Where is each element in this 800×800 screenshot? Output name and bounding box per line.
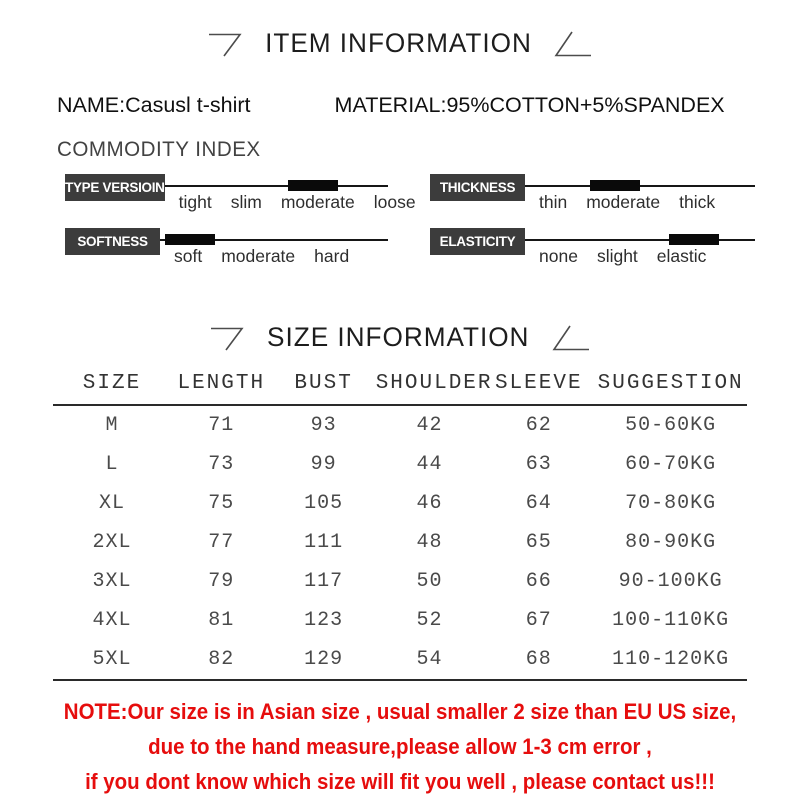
slider-label: ELASTICITY	[430, 228, 525, 255]
slider-options	[160, 246, 390, 267]
slider-label: TYPE VERSIOIN	[65, 174, 165, 201]
product-material: MATERIAL:95%COTTON+5%SPANDEX	[334, 93, 725, 117]
slider-option: moderate	[221, 246, 296, 266]
slider-track	[160, 228, 390, 282]
note-line: if you dont know which size will fit you well , please contact us!!!	[85, 769, 715, 794]
size-cell: 117	[304, 570, 344, 593]
size-cell: 82	[171, 640, 272, 680]
slider-thickness	[430, 174, 757, 228]
slider-option: thin	[539, 192, 568, 212]
column-header-length: LENGTH	[171, 367, 272, 405]
slider-options	[525, 246, 757, 267]
slider-option: loose	[373, 192, 416, 212]
slider-option: soft	[174, 246, 203, 266]
size-cell: 75	[208, 492, 235, 515]
size-cell: 77	[208, 531, 235, 554]
slider-option: tight	[178, 192, 212, 212]
size-cell: 123	[304, 609, 344, 632]
size-row-3xl	[53, 562, 747, 601]
size-cell: L	[105, 453, 119, 476]
slider-track	[525, 228, 757, 282]
size-cell: 105	[304, 492, 344, 515]
size-cell: 42	[416, 414, 443, 437]
size-cell: 50-60KG	[625, 414, 717, 437]
size-cell: 46	[416, 492, 443, 515]
slider-option: none	[539, 246, 578, 266]
size-cell: 66	[525, 570, 552, 593]
slider-type-versioin	[65, 174, 416, 228]
size-cell: 52	[416, 609, 443, 632]
size-cell: 68	[483, 640, 594, 680]
size-info-header	[0, 282, 800, 353]
size-cell: 81	[208, 609, 235, 632]
size-cell: 5XL	[53, 640, 171, 680]
size-cell: 80-90KG	[625, 531, 717, 554]
left-slash-decoration	[209, 30, 245, 58]
left-slash-decoration	[211, 324, 247, 352]
slider-option: elastic	[656, 246, 707, 266]
size-cell: 3XL	[92, 570, 132, 593]
note-line: NOTE:Our size is in Asian size , usual smaller 2 size than EU US size,	[63, 699, 737, 724]
size-row-2xl	[53, 523, 747, 562]
slider-softness	[65, 228, 390, 282]
size-cell: 50	[416, 570, 443, 593]
slider-marker	[288, 180, 338, 191]
product-name: NAME:Casusl t-shirt	[57, 93, 251, 117]
item-info-title: ITEM INFORMATION	[264, 28, 532, 58]
size-cell: 63	[525, 453, 552, 476]
column-header-shoulder: SHOULDER	[376, 367, 484, 405]
size-cell: 60-70KG	[625, 453, 717, 476]
size-info-title: SIZE INFORMATION	[266, 322, 530, 352]
size-cell: XL	[98, 492, 125, 515]
slider-option: slim	[230, 192, 262, 212]
size-cell: 54	[376, 640, 484, 680]
size-cell: 62	[525, 414, 552, 437]
column-header-suggestion: SUGGESTION	[594, 367, 747, 405]
size-row-m	[53, 405, 747, 445]
size-row-5xl	[53, 640, 747, 680]
slider-track	[165, 174, 416, 228]
size-row-4xl	[53, 601, 747, 640]
right-slash-decoration	[549, 324, 589, 352]
commodity-index-title: COMMODITY INDEX	[57, 138, 261, 161]
size-cell: 2XL	[92, 531, 132, 554]
slider-line	[165, 185, 388, 187]
slider-marker	[590, 180, 640, 191]
size-cell: 111	[304, 531, 344, 554]
size-cell: 65	[525, 531, 552, 554]
slider-track	[525, 174, 757, 228]
size-cell: 71	[208, 414, 235, 437]
size-cell: 79	[208, 570, 235, 593]
slider-line	[525, 239, 755, 241]
slider-option: hard	[314, 246, 350, 266]
slider-options	[165, 192, 416, 213]
slider-marker	[165, 234, 215, 245]
size-cell: 4XL	[92, 609, 132, 632]
column-header-bust: BUST	[272, 367, 376, 405]
name-material-row	[57, 93, 800, 118]
column-header-sleeve: SLEEVE	[483, 367, 594, 405]
size-table-header-row	[53, 367, 747, 405]
size-cell: 100-110KG	[612, 609, 730, 632]
slider-elasticity	[430, 228, 757, 282]
size-cell: 99	[310, 453, 337, 476]
size-cell: 70-80KG	[625, 492, 717, 515]
size-cell: 67	[525, 609, 552, 632]
slider-option: thick	[679, 192, 716, 212]
slider-label: THICKNESS	[430, 174, 525, 201]
note-line: due to the hand measure,please allow 1-3 cm error ,	[148, 734, 652, 759]
size-cell: 64	[525, 492, 552, 515]
slider-option: moderate	[280, 192, 355, 212]
slider-marker	[669, 234, 719, 245]
slider-option: moderate	[586, 192, 661, 212]
slider-option: slight	[596, 246, 638, 266]
item-info-header	[0, 0, 800, 59]
column-header-size: SIZE	[53, 367, 171, 405]
size-cell: 44	[416, 453, 443, 476]
size-cell: 110-120KG	[594, 640, 747, 680]
size-cell: 129	[272, 640, 376, 680]
size-table	[53, 367, 747, 681]
commodity-index-sliders	[65, 174, 800, 282]
right-slash-decoration	[551, 30, 591, 58]
size-cell: 48	[416, 531, 443, 554]
size-row-xl	[53, 484, 747, 523]
size-note	[0, 694, 800, 799]
size-cell: 73	[208, 453, 235, 476]
slider-options	[525, 192, 757, 213]
size-cell: 93	[310, 414, 337, 437]
size-cell: 90-100KG	[618, 570, 723, 593]
slider-label: SOFTNESS	[65, 228, 160, 255]
size-cell: M	[105, 414, 119, 437]
size-row-l	[53, 445, 747, 484]
